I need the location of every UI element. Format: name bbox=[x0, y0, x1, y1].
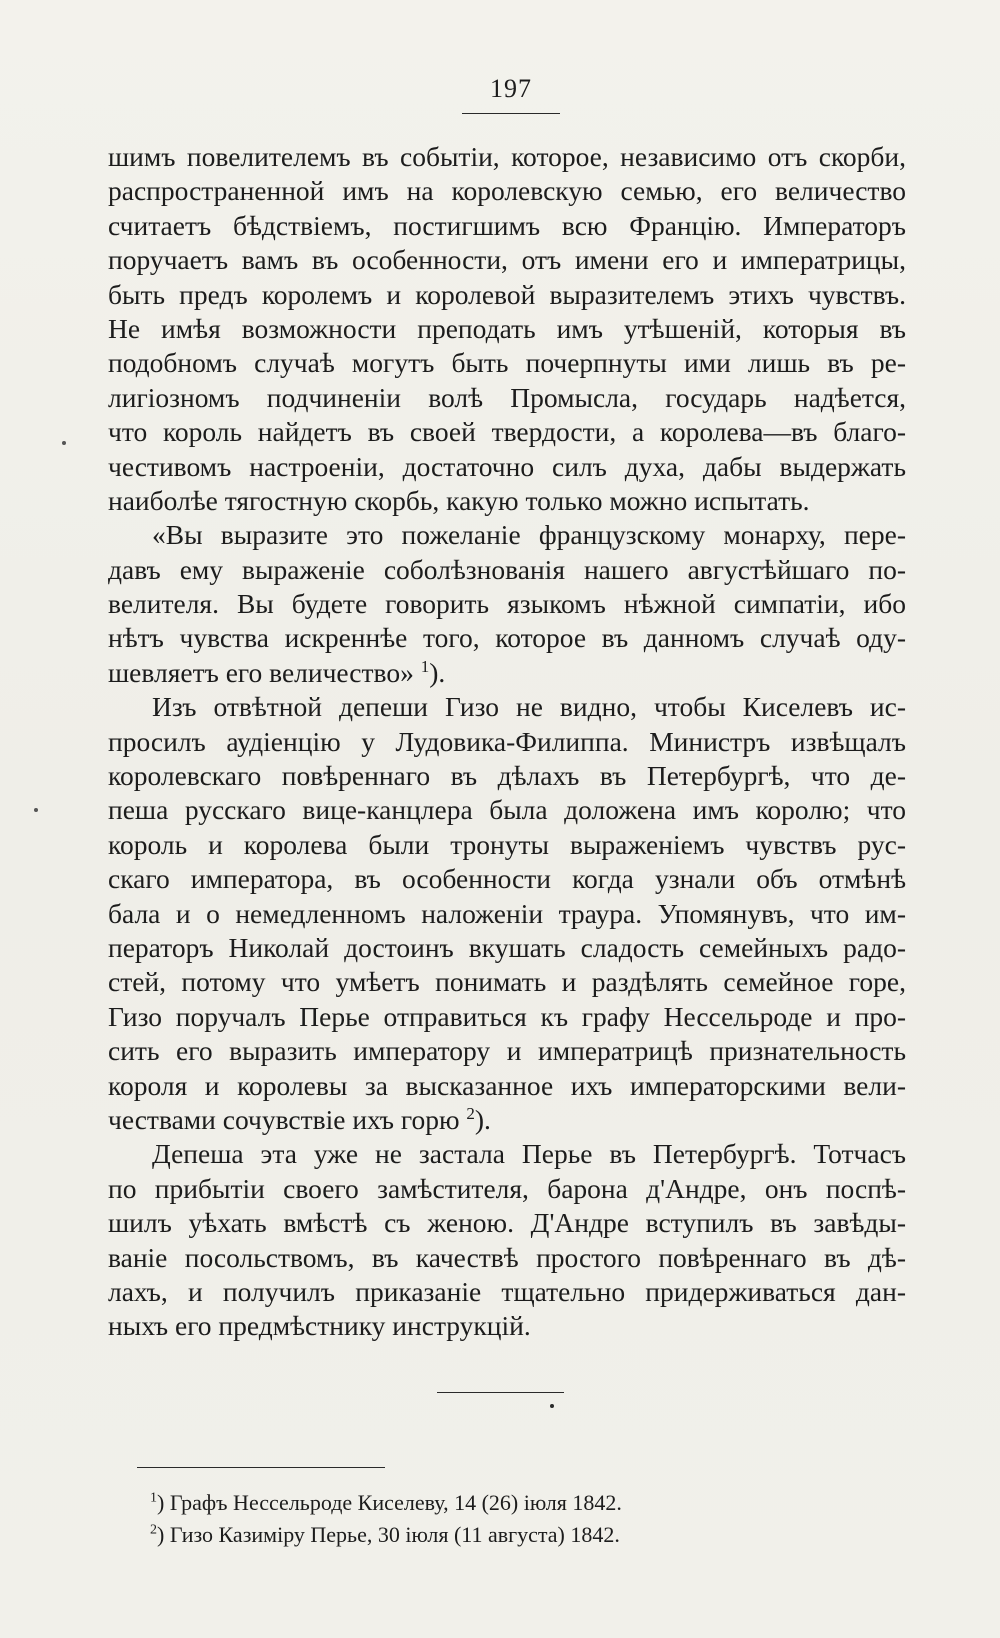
text-line: быть предъ королемъ и королевой выразителемъ этихъ чувствъ. bbox=[108, 278, 906, 310]
text-line-with-note bbox=[108, 1103, 906, 1137]
paragraph bbox=[108, 1137, 906, 1343]
section-end-rule bbox=[437, 1392, 564, 1393]
section-end-dot bbox=[550, 1404, 554, 1408]
footnote-mark: 2 bbox=[150, 1522, 157, 1538]
text-line: по прибытіи своего замѣстителя, барона д'Андре, онъ поспѣ- bbox=[108, 1172, 906, 1204]
footnote-ref-close: ). bbox=[429, 656, 446, 688]
text-line: лигіозномъ подчиненіи волѣ Промысла, государь надѣется, bbox=[108, 381, 906, 413]
text-line: бала и о немедленномъ наложеніи траура. Упомянувъ, что им- bbox=[108, 897, 906, 929]
text-line: шилъ уѣхать вмѣстѣ съ женою. Д'Андре вступилъ въ завѣды- bbox=[108, 1207, 906, 1239]
text-line: наиболѣе тягостную скорбь, какую только можно испытать. bbox=[108, 484, 810, 516]
text-line-with-note bbox=[108, 656, 906, 690]
paragraph bbox=[108, 518, 906, 690]
margin-speck bbox=[62, 441, 66, 445]
margin-speck bbox=[34, 808, 38, 812]
text-line: давъ ему выраженіе соболѣзнованія нашего августѣйшаго по- bbox=[108, 553, 906, 585]
text-line: шимъ повелителемъ въ событіи, которое, независимо отъ скорби, bbox=[108, 141, 906, 172]
text-line: считаетъ бѣдствіемъ, постигшимъ всю Францію. Императоръ bbox=[108, 209, 906, 241]
text-line: Депеша эта уже не застала Перье въ Петербургѣ. Тотчасъ bbox=[152, 1138, 906, 1170]
text-line: король и королева были тронуты выраженіемъ чувствъ рус- bbox=[108, 828, 906, 860]
text-line: распространенной имъ на королевскую семью, его величество bbox=[108, 175, 906, 207]
text-line: короля и королевы за высказанное ихъ императорскими вели- bbox=[108, 1069, 906, 1101]
footnote-text: ) Гизо Казиміру Перье, 30 іюля (11 августа) 1842. bbox=[157, 1522, 620, 1547]
footnote-ref: 1 bbox=[420, 656, 430, 676]
text-line: честивомъ настроеніи, достаточно силъ духа, дабы выдержать bbox=[108, 450, 906, 482]
text-line: ваніе посольствомъ, въ качествѣ простого повѣреннаго въ дѣ- bbox=[108, 1241, 906, 1273]
text-line-content: чествами сочувствіе ихъ горю bbox=[108, 1103, 460, 1135]
footnote-ref-close: ). bbox=[474, 1103, 491, 1135]
footnote-ref: 2 bbox=[466, 1103, 475, 1123]
text-line: Изъ отвѣтной депеши Гизо не видно, чтобы Киселевъ ис- bbox=[152, 691, 906, 723]
text-line: Гизо поручалъ Перье отправиться къ графу Нессельроде и про- bbox=[108, 1000, 906, 1032]
footnote bbox=[150, 1519, 710, 1551]
text-line: велителя. Вы будете говорить языкомъ нѣжной симпатіи, ибо bbox=[108, 588, 906, 620]
body-text bbox=[108, 140, 906, 1344]
paragraph bbox=[108, 690, 906, 1137]
text-line: ператоръ Николай достоинъ вкушать сладость семейныхъ радо- bbox=[108, 931, 906, 963]
page-number-rule bbox=[462, 113, 560, 114]
text-line: поручаетъ вамъ въ особенности, отъ имени его и императрицы, bbox=[108, 244, 906, 276]
text-line: что король найдетъ въ своей твердости, а королева—въ благо- bbox=[108, 416, 906, 448]
text-line: скаго императора, въ особенности когда узнали объ отмѣнѣ bbox=[108, 863, 906, 895]
text-line: лахъ, и получилъ приказаніе тщательно придерживаться дан- bbox=[108, 1275, 906, 1307]
text-line: ныхъ его предмѣстнику инструкцій. bbox=[108, 1310, 531, 1342]
footnote-text: ) Графъ Нессельроде Киселеву, 14 (26) іюля 1842. bbox=[157, 1490, 622, 1515]
page-number: 197 bbox=[490, 74, 532, 103]
text-line: нѣтъ чувства искреннѣе того, которое въ данномъ случаѣ оду- bbox=[108, 622, 906, 654]
paragraph bbox=[108, 140, 906, 518]
text-line: стей, потому что умѣетъ понимать и раздѣлять семейное горе, bbox=[108, 966, 906, 998]
text-line: «Вы выразите это пожеланіе французскому монарху, пере- bbox=[152, 519, 906, 551]
footnote bbox=[150, 1487, 710, 1519]
text-line: королевскаго повѣреннаго въ дѣлахъ въ Петербургѣ, что де- bbox=[108, 760, 906, 792]
text-line: сить его выразить императору и императрицѣ признательность bbox=[108, 1035, 906, 1067]
footnote-separator bbox=[137, 1467, 385, 1468]
text-line: подобномъ случаѣ могутъ быть почерпнуты ими лишь въ ре- bbox=[108, 347, 906, 379]
text-line-content: шевляетъ его величество» bbox=[108, 656, 414, 688]
text-line: Не имѣя возможности преподать имъ утѣшеній, которыя въ bbox=[108, 312, 906, 344]
text-line: просилъ аудіенцію у Лудовика-Филиппа. Министръ извѣщалъ bbox=[108, 725, 906, 757]
text-line: пеша русскаго вице-канцлера была доложена имъ королю; что bbox=[108, 794, 906, 826]
footnotes bbox=[150, 1487, 710, 1551]
footnote-mark: 1 bbox=[150, 1490, 157, 1506]
